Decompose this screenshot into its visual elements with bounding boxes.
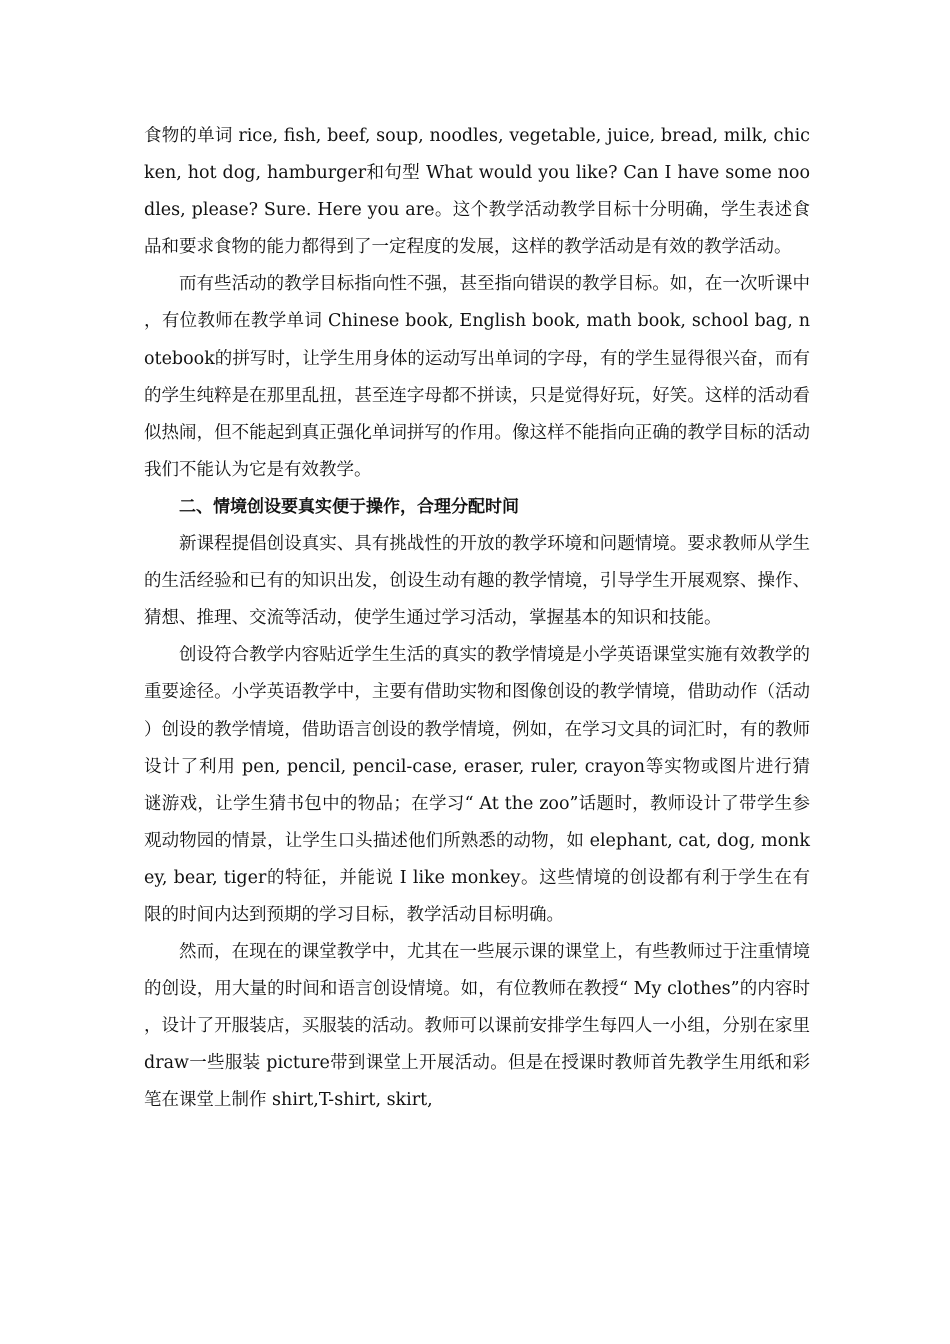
paragraph-food-vocabulary: 食物的单词 rice, fish, beef, soup, noodles, vegetable, juice, bread, milk, chicken, hot dog, hamburger和句型 What would you like? Can I have some noodles, please? Sure. Here you are。这个教学活动教学目标十分明确，学生表述食品和要求食物的能力都得到了一定程度的发展，这样的教学活动是有效的教学活动。 (144, 126, 810, 258)
paragraph-misdirected-goals: 而有些活动的教学目标指向性不强，甚至指向错误的教学目标。如，在一次听课中，有位教师在教学单词 Chinese book, English book, math book, school bag, notebook的拼写时，让学生用身体的运动写出单词的字母，有的学生显得很兴奋，而有的学生纯粹是在那里乱扭，甚至连字母都不拼读，只是觉得好玩，好笑。这样的活动看似热闹，但不能起到真正强化单词拼写的作用。像这样不能指向正确的教学目标的活动我们不能认为它是有效教学。 (144, 274, 810, 480)
section-heading-situation-creation: 二、情境创设要真实便于操作，合理分配时间 (179, 496, 519, 517)
paragraph-over-emphasis: 然而，在现在的课堂教学中，尤其在一些展示课的课堂上，有些教师过于注重情境的创设，用大量的时间和语言创设情境。如，有位教师在教授“ My clothes”的内容时，设计了开服装店，买服装的活动。教师可以课前安排学生每四人一小组，分别在家里 draw一些服装 picture带到课堂上开展活动。但是在授课时教师首先教学生用纸和彩笔在课堂上制作 shirt,T-shirt, skirt, (144, 942, 810, 1111)
paragraph-real-situations: 创设符合教学内容贴近学生生活的真实的教学情境是小学英语课堂实施有效教学的重要途径。小学英语教学中，主要有借助实物和图像创设的教学情境，借助动作（活动）创设的教学情境，借助语言创设的教学情境，例如，在学习文具的词汇时，有的教师设计了利用 pen, pencil, pencil-case, eraser, ruler, crayon等实物或图片进行猜谜游戏，让学生猜书包中的物品；在学习“ At the zoo”话题时，教师设计了带学生参观动物园的情景，让学生口头描述他们所熟悉的动物，如 elephant, cat, dog, monkey, bear, tiger的特征，并能说 I like monkey。这些情境的创设都有利于学生在有限的时间内达到预期的学习目标，教学活动目标明确。 (144, 645, 810, 925)
paragraph-new-curriculum: 新课程提倡创设真实、具有挑战性的开放的教学环境和问题情境。要求教师从学生的生活经验和已有的知识出发，创设生动有趣的教学情境，引导学生开展观察、操作、猜想、推理、交流等活动，使学生通过学习活动，掌握基本的知识和技能。 (144, 534, 810, 629)
document-page (144, 118, 810, 1120)
